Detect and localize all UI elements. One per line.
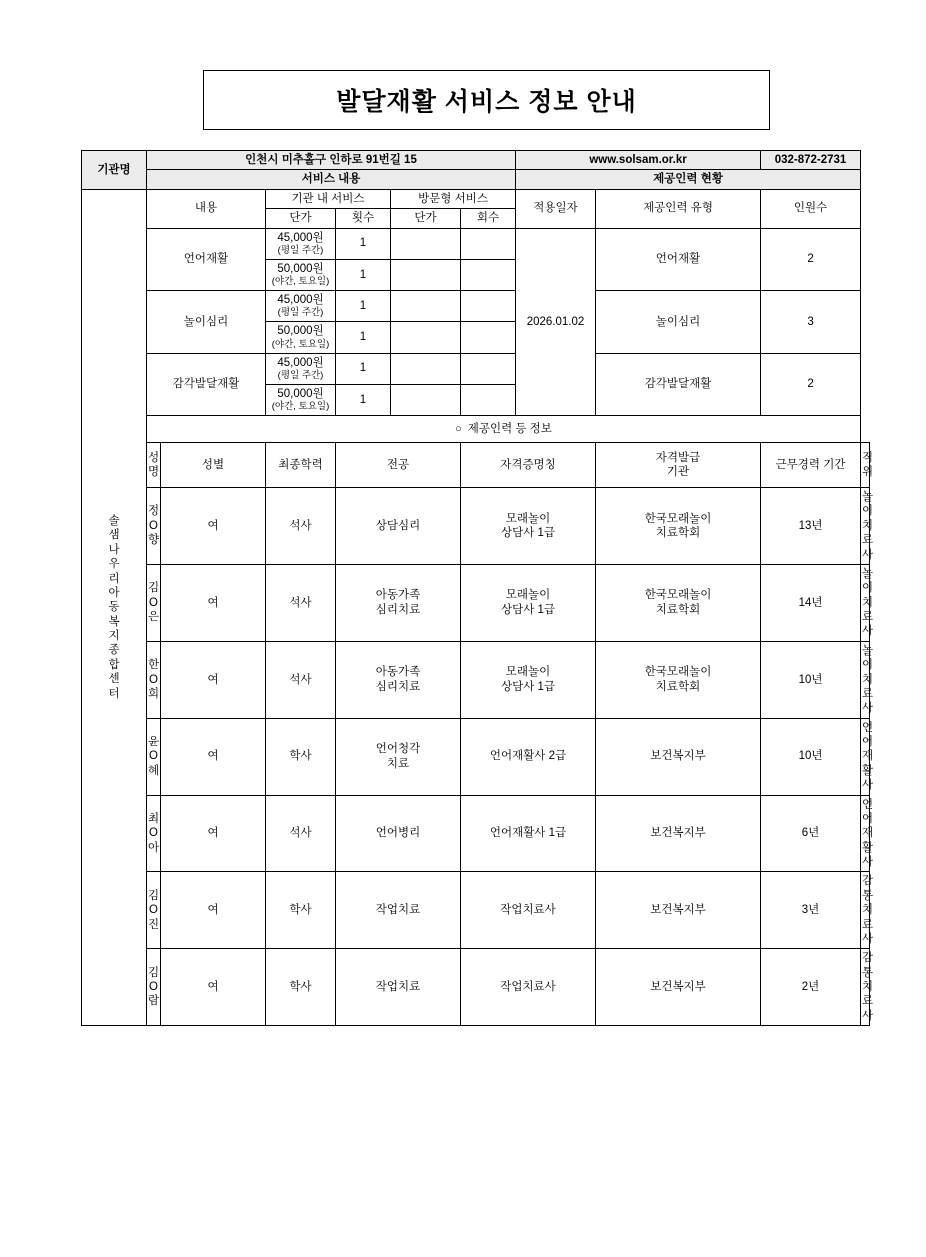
staff-gender-6: 여 (161, 949, 266, 1026)
staff-cert-1-line1: 모래놀이 (505, 589, 551, 602)
service-price-1-0 (266, 291, 336, 322)
service-visit-price-0-1 (391, 259, 461, 290)
service-name-0: 언어재활 (147, 228, 266, 291)
service-visit-price-2-0 (391, 353, 461, 384)
staff-header-cert-org-line2: 기관 (666, 466, 690, 478)
staff-cert-0 (461, 488, 596, 565)
staff-name-3: 윤O혜 (147, 718, 161, 795)
staff-header-major: 전공 (336, 443, 461, 488)
staff-name-1: 김O은 (147, 564, 161, 641)
staff-org-0-line1: 한국모래놀이 (644, 512, 712, 525)
service-visit-count-1-1 (461, 322, 516, 353)
service-price-0-0 (266, 228, 336, 259)
staff-major-1-line2: 심리치료 (375, 603, 421, 616)
staff-position-5: 감통치료사 (861, 872, 870, 949)
service-count-0-0: 1 (336, 228, 391, 259)
staff-cert-2-line1: 모래놀이 (505, 666, 551, 679)
staff-cert-6: 작업치료사 (461, 949, 596, 1026)
staff-education-4: 석사 (266, 795, 336, 872)
staff-info-note (147, 416, 861, 443)
staff-name-0: 정O향 (147, 488, 161, 565)
staff-experience-0: 13년 (761, 488, 861, 565)
staff-major-2-line1: 아동가족 (375, 666, 421, 679)
staff-header-cert-org (596, 443, 761, 488)
service-visit-count-2-0 (461, 353, 516, 384)
staff-experience-4: 6년 (761, 795, 861, 872)
org-name-ch-8: 복 (108, 615, 120, 628)
staff-header-name: 성명 (147, 443, 161, 488)
staff-cert-3: 언어재활사 2급 (461, 718, 596, 795)
header-visit: 방문형 서비스 (391, 189, 516, 208)
staff-header-cert: 자격증명칭 (461, 443, 596, 488)
staff-experience-1: 14년 (761, 564, 861, 641)
service-section-header: 서비스 내용 (147, 170, 516, 189)
staff-info-note-text: 제공인력 등 정보 (467, 422, 552, 435)
page-title: 발달재활 서비스 정보 안내 (336, 88, 637, 116)
staff-type-0: 언어재활 (596, 228, 761, 291)
staff-education-5: 학사 (266, 872, 336, 949)
org-name-ch-12: 센 (108, 673, 120, 686)
org-name-ch-10: 종 (108, 644, 120, 657)
header-in-center: 기관 내 서비스 (266, 189, 391, 208)
service-price-note-1-1: (야간, 토요일) (271, 338, 330, 350)
staff-major-1-line1: 아동가족 (375, 589, 421, 602)
service-visit-count-0-1 (461, 259, 516, 290)
service-count-2-1: 1 (336, 384, 391, 415)
service-price-2-0 (266, 353, 336, 384)
staff-gender-1: 여 (161, 564, 266, 641)
staff-cert-2-line2: 상담사 1급 (500, 680, 556, 693)
staff-education-3: 학사 (266, 718, 336, 795)
staff-type-1: 놀이심리 (596, 291, 761, 354)
org-name-ch-2: 샘 (108, 529, 120, 542)
header-times-center: 횟수 (336, 209, 391, 228)
staff-header-education: 최종학력 (266, 443, 336, 488)
service-price-note-2-1: (야간, 토요일) (271, 401, 330, 413)
staff-org-1-line1: 한국모래놀이 (644, 589, 712, 602)
staff-gender-0: 여 (161, 488, 266, 565)
staff-major-5: 작업치료 (336, 872, 461, 949)
staff-org-2 (596, 641, 761, 718)
org-name-ch-1: 솔 (108, 515, 120, 527)
document-title-box (203, 70, 770, 130)
service-visit-price-0-0 (391, 228, 461, 259)
staff-position-2: 놀이치료사 (861, 641, 870, 718)
staff-cert-2 (461, 641, 596, 718)
staff-count-0: 2 (761, 228, 861, 291)
staff-gender-5: 여 (161, 872, 266, 949)
staff-count-2: 2 (761, 353, 861, 416)
header-staff-count: 인원수 (761, 189, 861, 228)
staff-cert-0-line2: 상담사 1급 (500, 526, 556, 539)
service-count-2-0: 1 (336, 353, 391, 384)
service-visit-price-1-1 (391, 322, 461, 353)
staff-row (82, 488, 870, 565)
staff-header-gender: 성별 (161, 443, 266, 488)
apply-date-value: 2026.01.02 (516, 228, 596, 416)
org-name-ch-6: 아 (108, 586, 120, 599)
service-visit-count-2-1 (461, 384, 516, 415)
service-price-note-2-0: (평일 주간) (277, 369, 324, 381)
staff-row (82, 872, 870, 949)
staff-gender-4: 여 (161, 795, 266, 872)
website-cell: www.solsam.or.kr (516, 151, 761, 170)
staff-major-3-line1: 언어청각 (375, 743, 421, 756)
staff-row (82, 795, 870, 872)
staff-org-0 (596, 488, 761, 565)
service-price-amount-2-0: 45,000원 (277, 356, 324, 369)
staff-gender-2: 여 (161, 641, 266, 718)
org-name-ch-4: 우 (108, 558, 120, 571)
staff-position-4: 언어재활사 (861, 795, 870, 872)
staff-org-5: 보건복지부 (596, 872, 761, 949)
staff-position-0: 놀이치료사 (861, 488, 870, 565)
staff-major-4: 언어병리 (336, 795, 461, 872)
staff-row (82, 718, 870, 795)
staff-major-0: 상담심리 (336, 488, 461, 565)
header-unit-price-center: 단가 (266, 209, 336, 228)
org-name-ch-11: 합 (108, 658, 120, 671)
service-visit-count-1-0 (461, 291, 516, 322)
staff-type-2: 감각발달재활 (596, 353, 761, 416)
service-count-1-1: 1 (336, 322, 391, 353)
service-price-2-1 (266, 384, 336, 415)
staff-major-2 (336, 641, 461, 718)
staff-cert-0-line1: 모래놀이 (505, 512, 551, 525)
service-visit-price-1-0 (391, 291, 461, 322)
staff-position-6: 감통치료사 (861, 949, 870, 1026)
org-name-vertical-cell (82, 189, 147, 1025)
staff-education-1: 석사 (266, 564, 336, 641)
service-price-note-0-1: (야간, 토요일) (271, 276, 330, 288)
staff-org-3: 보건복지부 (596, 718, 761, 795)
staff-gender-3: 여 (161, 718, 266, 795)
staff-name-5: 김O진 (147, 872, 161, 949)
staff-experience-6: 2년 (761, 949, 861, 1026)
staff-cert-4: 언어재활사 1급 (461, 795, 596, 872)
org-name-ch-9: 지 (108, 630, 120, 642)
staff-org-2-line2: 치료학회 (655, 680, 701, 693)
staff-major-2-line2: 심리치료 (375, 680, 421, 693)
service-count-0-1: 1 (336, 259, 391, 290)
staff-major-1 (336, 564, 461, 641)
staff-position-1: 놀이치료사 (861, 564, 870, 641)
staff-org-1 (596, 564, 761, 641)
header-apply-date: 적용일자 (516, 189, 596, 228)
circle-bullet-icon: ○ (455, 422, 462, 435)
address-cell: 인천시 미추홀구 인하로 91번길 15 (147, 151, 516, 170)
staff-major-3 (336, 718, 461, 795)
staff-org-2-line1: 한국모래놀이 (644, 666, 712, 679)
service-price-note-1-0: (평일 주간) (277, 307, 324, 319)
service-visit-price-2-1 (391, 384, 461, 415)
service-price-amount-0-1: 50,000원 (277, 262, 324, 275)
staff-name-4: 최O아 (147, 795, 161, 872)
org-name-ch-5: 리 (108, 572, 120, 585)
staff-header-experience: 근무경력 기간 (761, 443, 861, 488)
staff-experience-2: 10년 (761, 641, 861, 718)
service-price-0-1 (266, 259, 336, 290)
staff-header-cert-org-line1: 자격발급 (655, 451, 701, 464)
header-staff-type: 제공인력 유형 (596, 189, 761, 228)
staff-cert-1-line2: 상담사 1급 (500, 603, 556, 616)
service-price-amount-0-0: 45,000원 (277, 231, 324, 244)
staff-org-0-line2: 치료학회 (655, 526, 701, 539)
service-price-note-0-0: (평일 주간) (277, 244, 324, 256)
phone-cell: 032-872-2731 (761, 151, 861, 170)
staff-org-1-line2: 치료학회 (655, 603, 701, 616)
org-name-ch-7: 동 (108, 601, 120, 614)
service-name-1: 놀이심리 (147, 291, 266, 354)
staff-count-1: 3 (761, 291, 861, 354)
staff-position-3: 언어재활사 (861, 718, 870, 795)
header-times-visit: 회수 (461, 209, 516, 228)
staff-name-6: 김O람 (147, 949, 161, 1026)
staff-cert-5: 작업치료사 (461, 872, 596, 949)
staff-org-4: 보건복지부 (596, 795, 761, 872)
staff-cert-1 (461, 564, 596, 641)
service-price-amount-1-1: 50,000원 (277, 325, 324, 338)
service-price-1-1 (266, 322, 336, 353)
staff-major-3-line2: 치료 (386, 757, 410, 770)
service-visit-count-0-0 (461, 228, 516, 259)
staff-major-6: 작업치료 (336, 949, 461, 1026)
staff-row (82, 949, 870, 1026)
org-name-ch-13: 터 (108, 687, 120, 700)
staff-education-0: 석사 (266, 488, 336, 565)
staff-name-2: 한O희 (147, 641, 161, 718)
service-name-2: 감각발달재활 (147, 353, 266, 416)
staff-header-position: 직위 (861, 443, 870, 488)
staff-row (82, 564, 870, 641)
staff-org-6: 보건복지부 (596, 949, 761, 1026)
org-name-ch-3: 나 (108, 543, 120, 556)
staff-experience-5: 3년 (761, 872, 861, 949)
staff-education-6: 학사 (266, 949, 336, 1026)
header-unit-price-visit: 단가 (391, 209, 461, 228)
staff-row (82, 641, 870, 718)
service-price-amount-2-1: 50,000원 (277, 387, 324, 400)
service-info-table (81, 150, 874, 1026)
service-count-1-0: 1 (336, 291, 391, 322)
staff-experience-3: 10년 (761, 718, 861, 795)
staff-section-header: 제공인력 현황 (516, 170, 861, 189)
header-content: 내용 (147, 189, 266, 228)
staff-education-2: 석사 (266, 641, 336, 718)
service-price-amount-1-0: 45,000원 (277, 294, 324, 306)
org-label-cell: 기관명 (82, 151, 147, 190)
